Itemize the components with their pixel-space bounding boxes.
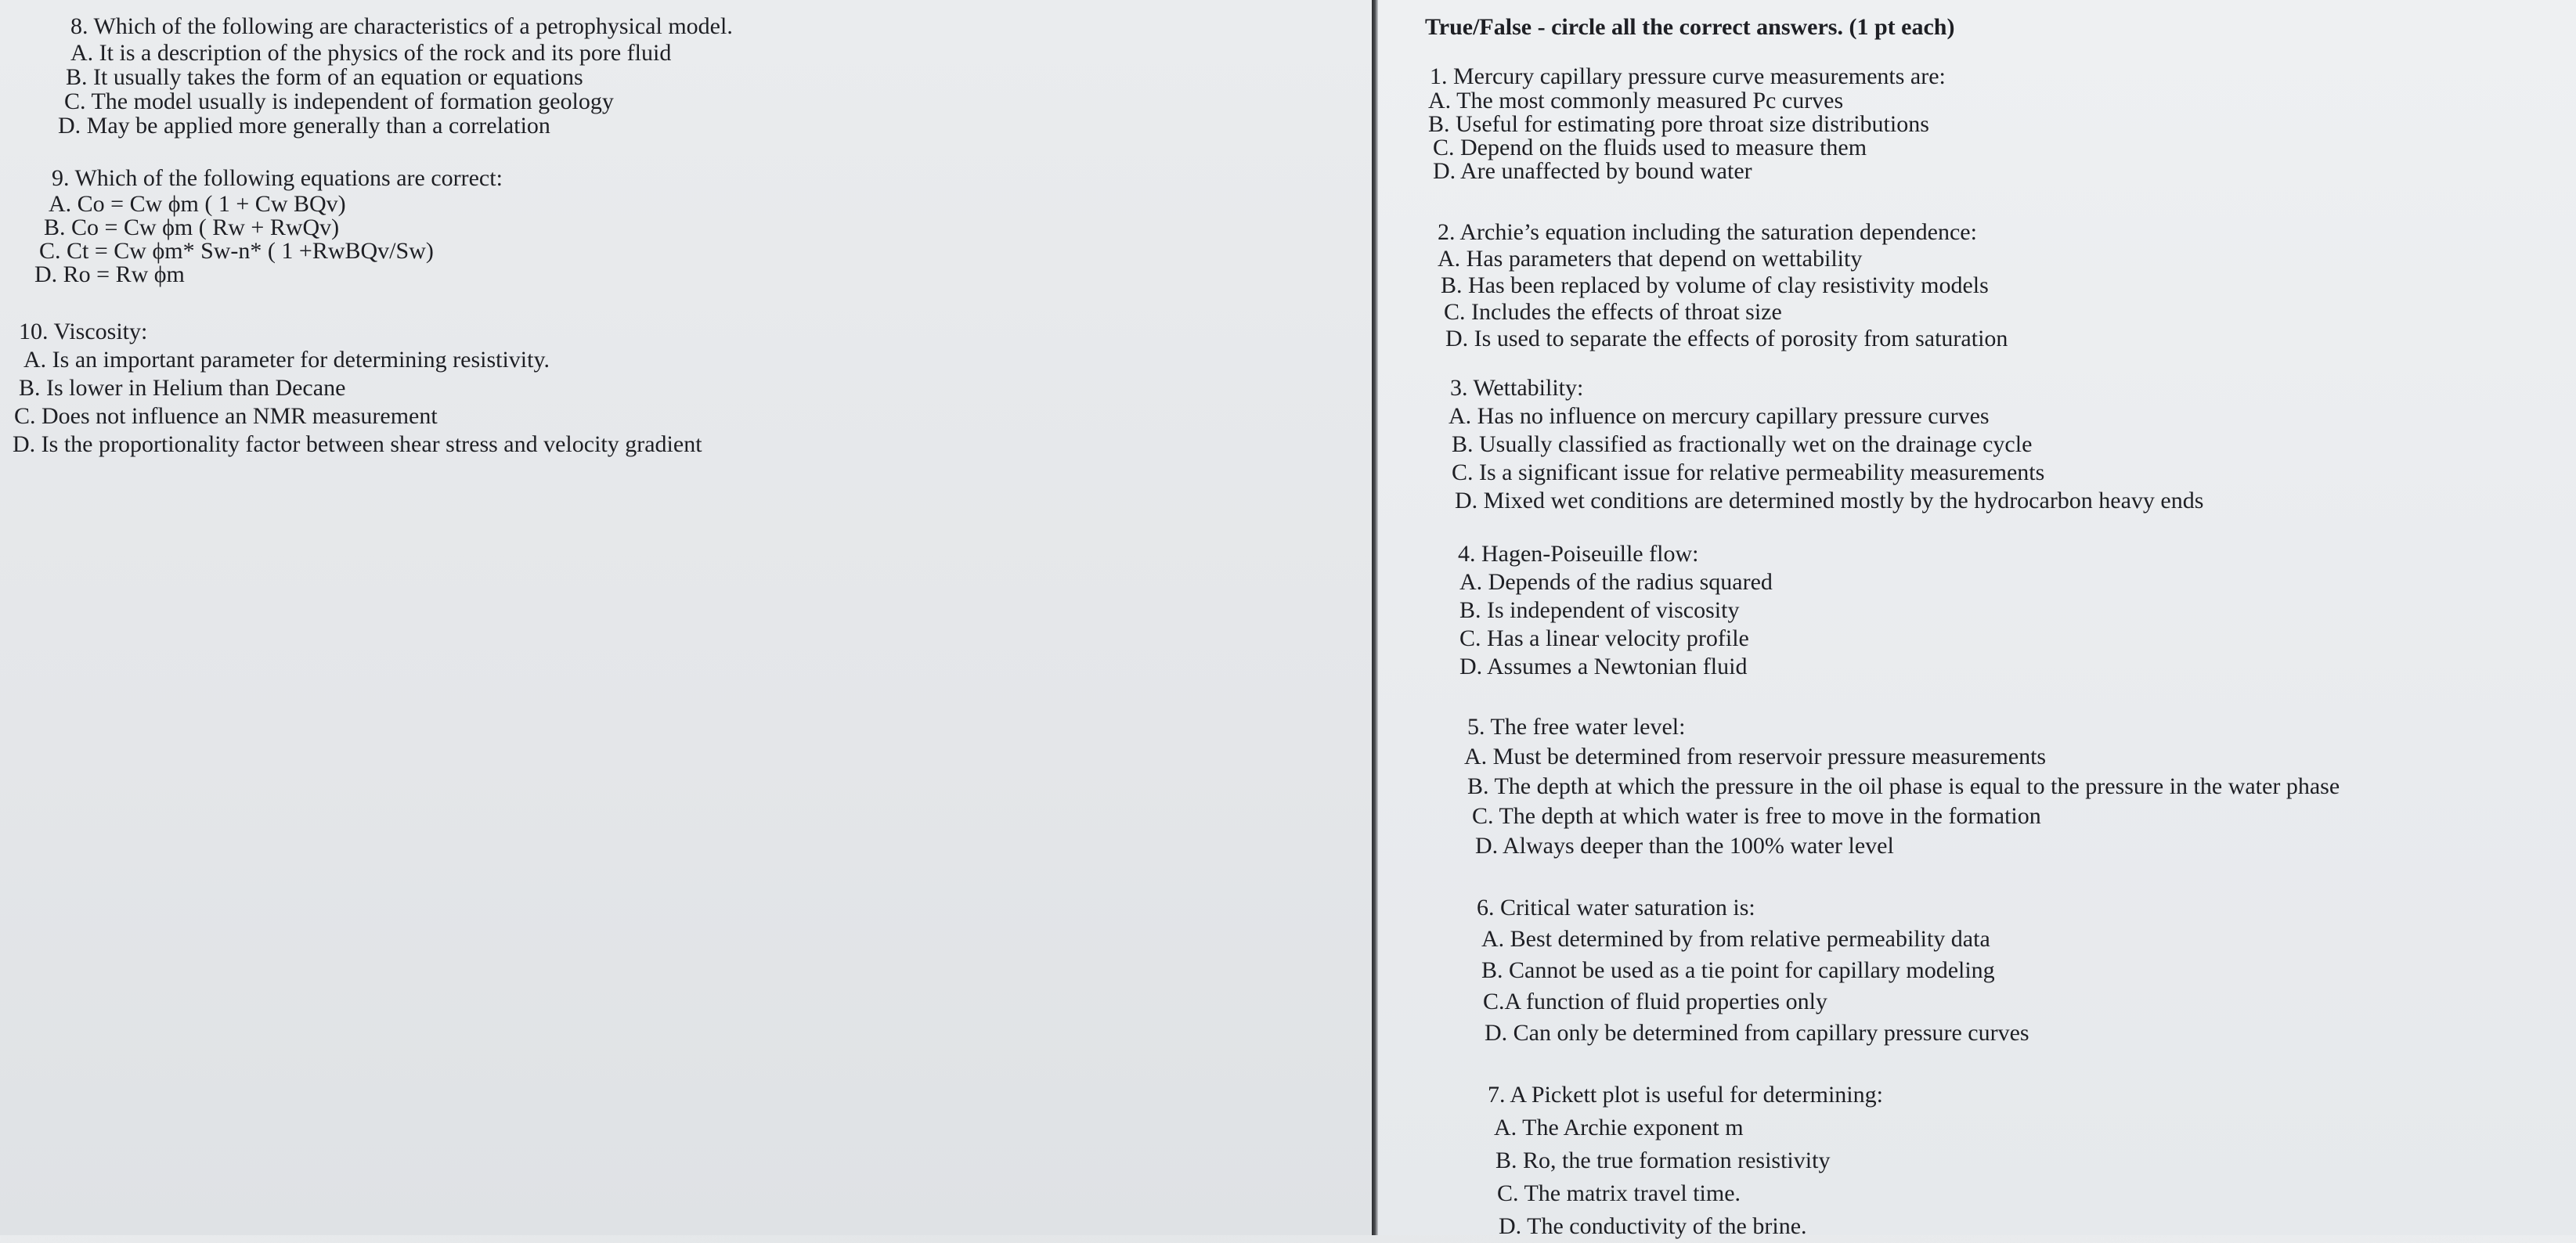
tf-question-7-option-a[interactable]: A. The Archie exponent m xyxy=(1494,1115,1744,1140)
tf-question-4-option-b[interactable]: B. Is independent of viscosity xyxy=(1459,597,1740,623)
tf-question-3-stem: 3. Wettability: xyxy=(1450,375,1584,401)
question-8-option-a[interactable]: A. It is a description of the physics of the rock and its pore fluid xyxy=(70,40,672,66)
tf-question-2-option-b[interactable]: B. Has been replaced by volume of clay resistivity models xyxy=(1441,272,1989,298)
question-8-option-c[interactable]: C. The model usually is independent of formation geology xyxy=(64,88,614,114)
question-9-option-d[interactable]: D. Ro = Rw ϕm xyxy=(34,261,185,287)
question-8-option-b[interactable]: B. It usually takes the form of an equation or equations xyxy=(66,64,583,90)
tf-question-6-option-b[interactable]: B. Cannot be used as a tie point for capillary modeling xyxy=(1481,957,1995,983)
tf-question-6-option-c[interactable]: C.A function of fluid properties only xyxy=(1483,989,1827,1014)
tf-question-1-option-a[interactable]: A. The most commonly measured Pc curves xyxy=(1428,88,1844,113)
tf-question-6-stem: 6. Critical water saturation is: xyxy=(1477,895,1755,921)
page-seam xyxy=(1372,0,1378,1235)
tf-question-5 xyxy=(1464,712,2340,861)
tf-question-6 xyxy=(1477,892,2029,1049)
tf-question-5-option-a[interactable]: A. Must be determined from reservoir pressure measurements xyxy=(1464,744,2047,769)
question-10-option-d[interactable]: D. Is the proportionality factor between shear stress and velocity gradient xyxy=(13,431,702,457)
tf-question-4 xyxy=(1458,540,1773,681)
question-9-stem: 9. Which of the following equations are correct: xyxy=(52,165,503,191)
tf-question-5-stem: 5. The free water level: xyxy=(1467,714,1686,740)
tf-question-2 xyxy=(1438,219,2008,352)
tf-question-2-option-d[interactable]: D. Is used to separate the effects of porosity from saturation xyxy=(1445,326,2008,351)
tf-question-2-option-c[interactable]: C. Includes the effects of throat size xyxy=(1444,299,1782,325)
tf-question-3 xyxy=(1450,374,2203,515)
question-10-option-c[interactable]: C. Does not influence an NMR measurement xyxy=(14,403,438,429)
tf-question-6-option-a[interactable]: A. Best determined by from relative permeability data xyxy=(1481,926,1990,952)
tf-question-1-option-b[interactable]: B. Useful for estimating pore throat size distributions xyxy=(1428,111,1929,137)
tf-question-7 xyxy=(1488,1079,1883,1243)
question-10-option-b[interactable]: B. Is lower in Helium than Decane xyxy=(19,375,346,401)
tf-question-3-option-b[interactable]: B. Usually classified as fractionally wet on the drainage cycle xyxy=(1452,431,2033,457)
tf-question-4-option-c[interactable]: C. Has a linear velocity profile xyxy=(1459,625,1749,651)
tf-question-2-stem: 2. Archie’s equation including the saturation dependence: xyxy=(1438,219,1977,245)
question-8 xyxy=(58,13,733,139)
question-10 xyxy=(13,318,702,459)
tf-question-1-stem: 1. Mercury capillary pressure curve measurements are: xyxy=(1430,63,1946,89)
question-10-stem: 10. Viscosity: xyxy=(19,319,148,344)
question-8-option-d[interactable]: D. May be applied more generally than a correlation xyxy=(58,113,550,139)
tf-question-7-option-c[interactable]: C. The matrix travel time. xyxy=(1497,1180,1741,1206)
tf-question-7-stem: 7. A Pickett plot is useful for determining: xyxy=(1488,1082,1883,1108)
tf-question-7-option-d[interactable]: D. The conductivity of the brine. xyxy=(1499,1213,1807,1239)
question-9-option-b[interactable]: B. Co = Cw ϕm ( Rw + RwQv) xyxy=(44,214,340,240)
tf-question-4-option-d[interactable]: D. Assumes a Newtonian fluid xyxy=(1459,654,1748,679)
question-9 xyxy=(34,164,503,287)
question-10-option-a[interactable]: A. Is an important parameter for determining resistivity. xyxy=(23,347,550,373)
section-header: True/False - circle all the correct answers. (1 pt each) xyxy=(1425,14,1955,40)
tf-question-4-stem: 4. Hagen-Poiseuille flow: xyxy=(1458,541,1699,567)
question-8-stem: 8. Which of the following are characteristics of a petrophysical model. xyxy=(70,13,733,39)
tf-question-3-option-a[interactable]: A. Has no influence on mercury capillary pressure curves xyxy=(1449,403,1990,429)
tf-question-3-option-c[interactable]: C. Is a significant issue for relative permeability measurements xyxy=(1452,459,2045,485)
tf-question-3-option-d[interactable]: D. Mixed wet conditions are determined mostly by the hydrocarbon heavy ends xyxy=(1455,488,2204,513)
tf-question-5-option-d[interactable]: D. Always deeper than the 100% water level xyxy=(1475,833,1894,859)
tf-question-5-option-c[interactable]: C. The depth at which water is free to move in the formation xyxy=(1472,803,2041,829)
tf-question-2-option-a[interactable]: A. Has parameters that depend on wettability xyxy=(1438,246,1863,272)
tf-question-1-option-d[interactable]: D. Are unaffected by bound water xyxy=(1433,158,1752,184)
tf-question-1 xyxy=(1430,64,1946,183)
question-9-option-c[interactable]: C. Ct = Cw ϕm* Sw-n* ( 1 +RwBQv/Sw) xyxy=(39,238,434,264)
question-9-option-a[interactable]: A. Co = Cw ϕm ( 1 + Cw BQv) xyxy=(49,191,346,217)
tf-question-4-option-a[interactable]: A. Depends of the radius squared xyxy=(1459,569,1773,595)
tf-question-5-option-b[interactable]: B. The depth at which the pressure in the oil phase is equal to the pressure in the water phase xyxy=(1467,773,2340,799)
tf-question-7-option-b[interactable]: B. Ro, the true formation resistivity xyxy=(1495,1148,1831,1173)
tf-question-6-option-d[interactable]: D. Can only be determined from capillary pressure curves xyxy=(1485,1020,2029,1046)
tf-question-1-option-c[interactable]: C. Depend on the fluids used to measure them xyxy=(1433,135,1867,160)
